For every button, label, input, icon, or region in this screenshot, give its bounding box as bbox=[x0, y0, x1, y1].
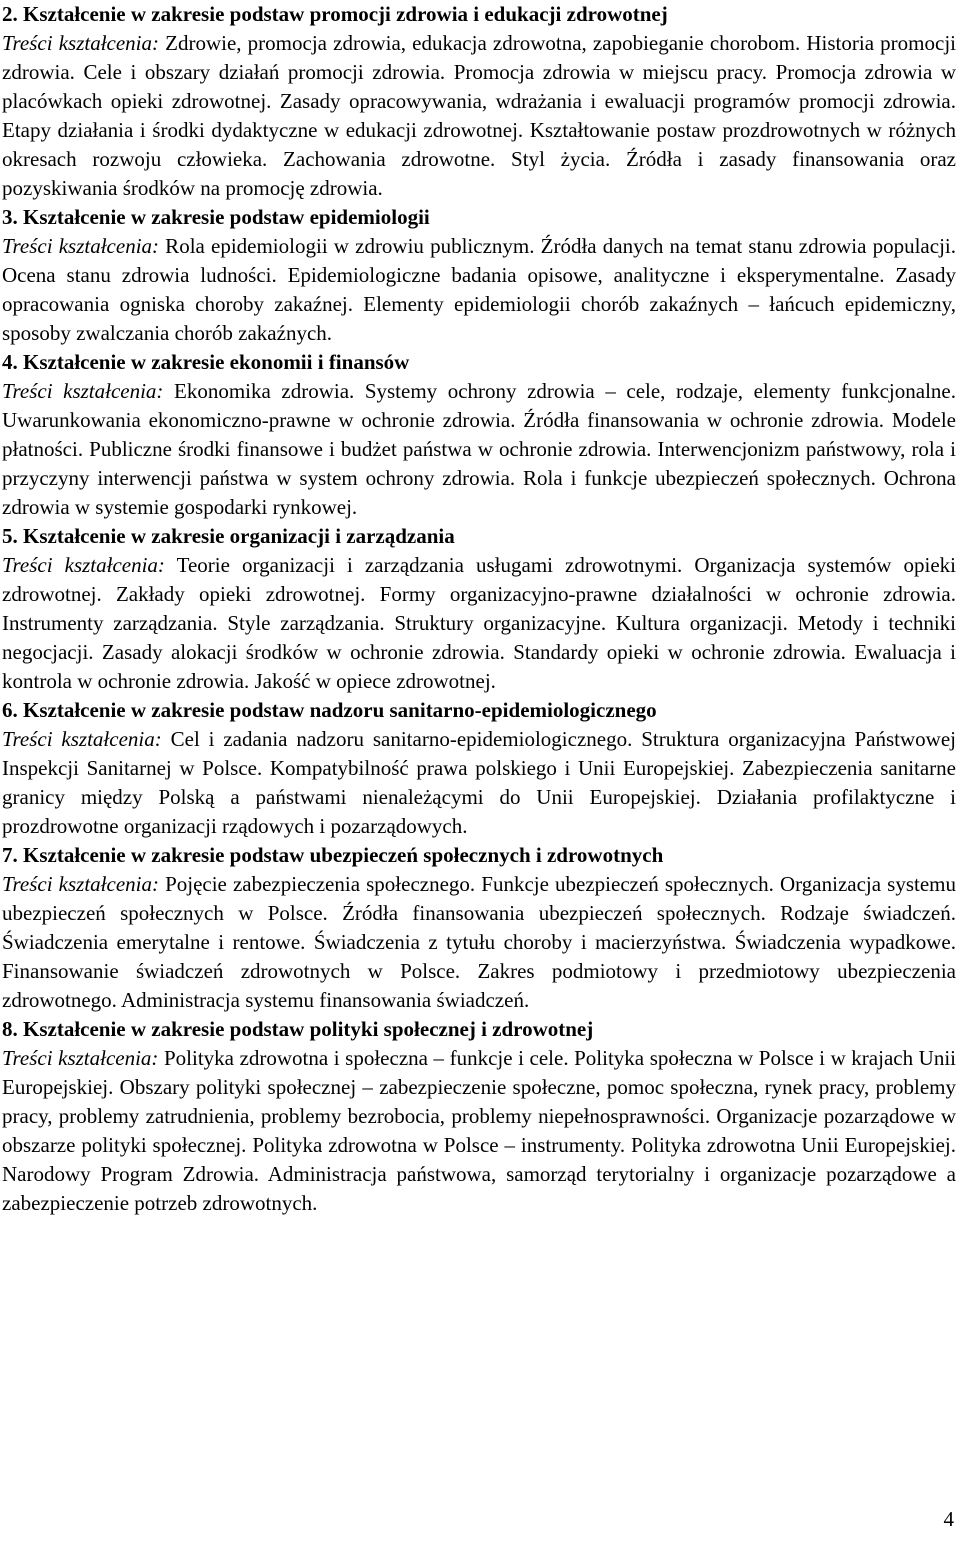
page-number: 4 bbox=[943, 1507, 954, 1531]
section-heading: 3. Kształcenie w zakresie podstaw epidemiologii bbox=[2, 205, 430, 229]
content-text: Cel i zadania nadzoru sanitarno-epidemiologicznego. Struktura organizacyjna Państwowej Inspekcji Sanitarnej w Polsce. Kompatybilność prawa polskiego i Unii Europejskiej. Zabezpieczenia sanitarne granicy między Polską a państwami nienależącymi do Unii Europejskiej. Działania profilaktyczne i prozdrowotne organizacji rządowych i pozarządowych. bbox=[2, 727, 957, 838]
section-sanitary-supervision bbox=[2, 696, 956, 841]
section-content bbox=[2, 870, 956, 1015]
content-lead: Treści kształcenia: bbox=[2, 234, 160, 258]
content-text: Rola epidemiologii w zdrowiu publicznym. Źródła danych na temat stanu zdrowia populacji. Ocena stanu zdrowia ludności. Epidemiologiczne badania opisowe, analityczne i eksperymentalne. Zasady opracowania ogniska choroby zakaźnej. Elementy epidemiologii chorób zakaźnych – łańcuch epidemiczny, sposoby zwalczania chorób zakaźnych. bbox=[2, 234, 956, 345]
content-lead: Treści kształcenia: bbox=[2, 553, 165, 577]
section-content bbox=[2, 725, 956, 841]
section-social-health-policy bbox=[2, 1015, 956, 1218]
section-heading: 7. Kształcenie w zakresie podstaw ubezpieczeń społecznych i zdrowotnych bbox=[2, 843, 664, 867]
section-epidemiology bbox=[2, 203, 956, 348]
section-heading: 8. Kształcenie w zakresie podstaw polityki społecznej i zdrowotnej bbox=[2, 1017, 594, 1041]
section-social-insurance bbox=[2, 841, 956, 1015]
section-content bbox=[2, 551, 956, 696]
section-organization-management bbox=[2, 522, 956, 696]
section-heading: 5. Kształcenie w zakresie organizacji i zarządzania bbox=[2, 524, 455, 548]
content-text: Teorie organizacji i zarządzania usługami zdrowotnymi. Organizacja systemów opieki zdrowotnej. Zakłady opieki zdrowotnej. Formy organizacyjno-prawne działalności w ochronie zdrowia. Instrumenty zarządzania. Style zarządzania. Struktury organizacyjne. Kultura organizacji. Metody i techniki negocjacji. Zasady alokacji środków w ochronie zdrowia. Standardy opieki w ochronie zdrowia. Ewaluacja i kontrola w ochronie zdrowia. Jakość w opiece zdrowotnej. bbox=[2, 553, 957, 693]
section-content bbox=[2, 1044, 956, 1218]
section-content bbox=[2, 232, 956, 348]
section-heading: 6. Kształcenie w zakresie podstaw nadzoru sanitarno-epidemiologicznego bbox=[2, 698, 657, 722]
section-heading: 2. Kształcenie w zakresie podstaw promocji zdrowia i edukacji zdrowotnej bbox=[2, 2, 668, 26]
content-lead: Treści kształcenia: bbox=[2, 31, 160, 55]
document-page bbox=[2, 0, 956, 1218]
content-text: Zdrowie, promocja zdrowia, edukacja zdrowotna, zapobieganie chorobom. Historia promocji zdrowia. Cele i obszary działań promocji zdrowia. Promocja zdrowia w miejscu pracy. Promocja zdrowia w placówkach opieki zdrowotnej. Zasady opracowywania, wdrażania i ewaluacji programów promocji zdrowia. Etapy działania i środki dydaktyczne w edukacji zdrowotnej. Kształtowanie postaw prozdrowotnych w różnych okresach rozwoju człowieka. Zachowania zdrowotne. Styl życia. Źródła i zasady finansowania oraz pozyskiwania środków na promocję zdrowia. bbox=[2, 31, 956, 200]
content-lead: Treści kształcenia: bbox=[2, 379, 164, 403]
section-content bbox=[2, 29, 956, 203]
content-text: Pojęcie zabezpieczenia społecznego. Funkcje ubezpieczeń społecznych. Organizacja systemu ubezpieczeń społecznych w Polsce. Źródła finansowania ubezpieczeń społecznych. Rodzaje świadczeń. Świadczenia emerytalne i rentowe. Świadczenia z tytułu choroby i macierzyństwa. Świadczenia wypadkowe. Finansowanie świadczeń zdrowotnych w Polsce. Zakres podmiotowy i przedmiotowy ubezpieczenia zdrowotnego. Administracja systemu finansowania świadczeń. bbox=[2, 872, 956, 1012]
section-economics-finance bbox=[2, 348, 956, 522]
content-lead: Treści kształcenia: bbox=[2, 1046, 159, 1070]
content-text: Polityka zdrowotna i społeczna – funkcje i cele. Polityka społeczna w Polsce i w krajach Unii Europejskiej. Obszary polityki społecznej – zabezpieczenie społeczne, pomoc społeczna, rynek pracy, problemy pracy, problemy zatrudnienia, problemy bezrobocia, problemy niepełnosprawności. Organizacje pozarządowe w obszarze polityki społecznej. Polityka zdrowotna w Polsce – instrumenty. Polityka zdrowotna Unii Europejskiej. Narodowy Program Zdrowia. Administracja państwowa, samorząd terytorialny i organizacje pozarządowe a zabezpieczenie potrzeb zdrowotnych. bbox=[2, 1046, 956, 1215]
content-text: Ekonomika zdrowia. Systemy ochrony zdrowia – cele, rodzaje, elementy funkcjonalne. Uwarunkowania ekonomiczno-prawne w ochronie zdrowia. Źródła finansowania w ochronie zdrowia. Modele płatności. Publiczne środki finansowe i budżet państwa w ochronie zdrowia. Interwencjonizm państwowy, rola i przyczyny interwencji państwa w system ochrony zdrowia. Rola i funkcje ubezpieczeń społecznych. Ochrona zdrowia w systemie gospodarki rynkowej. bbox=[2, 379, 956, 519]
section-health-promotion bbox=[2, 0, 956, 203]
section-heading: 4. Kształcenie w zakresie ekonomii i finansów bbox=[2, 350, 410, 374]
section-content bbox=[2, 377, 956, 522]
content-lead: Treści kształcenia: bbox=[2, 872, 159, 896]
content-lead: Treści kształcenia: bbox=[2, 727, 162, 751]
